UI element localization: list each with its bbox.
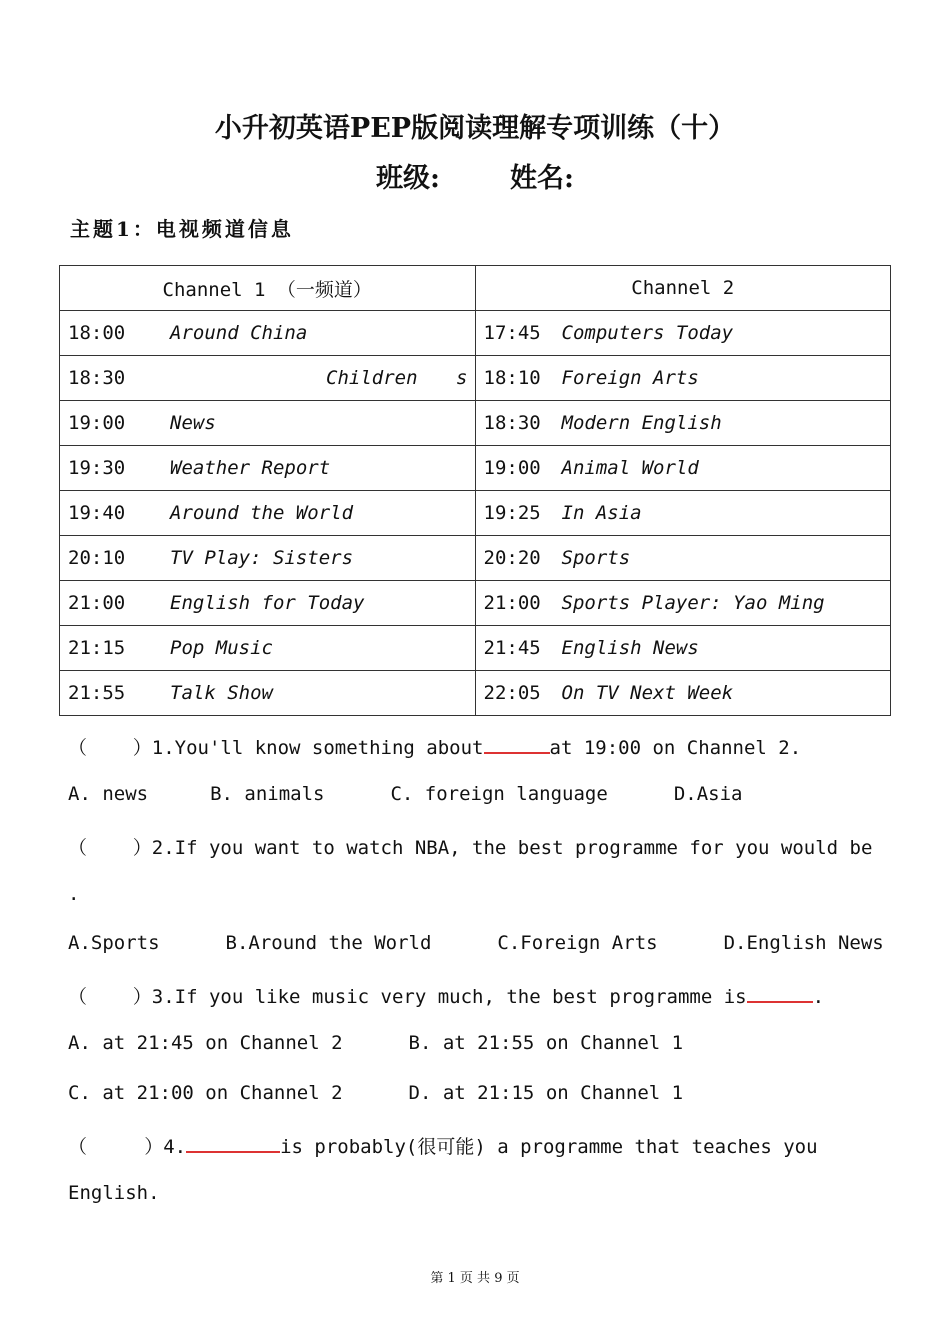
channel-2-programme: Computers Today: [561, 322, 734, 344]
channel-2-programme: On TV Next Week: [561, 682, 734, 704]
class-label: 班级:: [376, 163, 440, 194]
topic-heading: 主题1：电视频道信息: [70, 217, 294, 241]
channel-1-header: Channel 1 （一频道）: [60, 266, 476, 311]
question-3: [68, 982, 824, 1009]
channel-1-time: 21:00: [68, 592, 126, 614]
channel-1-programme: Children: [326, 367, 418, 389]
channel-2-programme: Animal World: [561, 457, 699, 479]
table-row: [60, 491, 891, 536]
option-d: D.English News: [723, 932, 884, 954]
channel-2-programme: Sports Player: Yao Ming: [561, 592, 825, 614]
channel-2-header: Channel 2: [475, 266, 891, 311]
question-1-prefix: （ ）1.You'll know something about: [68, 737, 484, 759]
channel-1-time: 19:00: [68, 412, 126, 434]
channel-1-time: 20:10: [68, 547, 126, 569]
channel-1-time: 19:40: [68, 502, 126, 524]
question-3-prefix: （ ）3.If you like music very much, the best programme is: [68, 986, 747, 1008]
question-1-suffix: at 19:00 on Channel 2.: [549, 737, 802, 759]
option-a: A.Sports: [68, 932, 160, 954]
channel-2-programme: English News: [561, 637, 699, 659]
channel-1-time: 19:30: [68, 457, 126, 479]
channel-2-programme: Modern English: [561, 412, 722, 434]
channel-1-time: 21:55: [68, 682, 126, 704]
option-b: B.Around the World: [225, 932, 432, 954]
option-c: C.Foreign Arts: [497, 932, 658, 954]
option-a: A. at 21:45 on Channel 2: [68, 1032, 343, 1054]
channel-1-programme: TV Play: Sisters: [170, 547, 354, 569]
question-2-end: .: [68, 883, 80, 905]
channel-1-programme: News: [170, 412, 216, 434]
table-row: [60, 626, 891, 671]
channel-2-time: 18:10: [483, 367, 541, 389]
option-a: A. news: [68, 783, 149, 805]
channel-2-time: 21:45: [483, 637, 541, 659]
question-3-options-row-1: [68, 1032, 683, 1054]
option-c: C. at 21:00 on Channel 2: [68, 1082, 343, 1104]
question-3-suffix: .: [812, 986, 825, 1008]
student-info-line: [0, 156, 950, 195]
option-c: C. foreign language: [390, 783, 608, 805]
question-4: [68, 1132, 818, 1159]
table-row: [60, 536, 891, 581]
channel-2-time: 22:05: [483, 682, 541, 704]
channel-2-programme: Foreign Arts: [561, 367, 699, 389]
question-2: （ ）2.If you want to watch NBA, the best programme for you would be: [68, 837, 873, 859]
table-row: [60, 581, 891, 626]
channel-1-programme: Around the World: [170, 502, 354, 524]
channel-1-time: 18:30: [68, 367, 126, 389]
channel-2-time: 18:30: [483, 412, 541, 434]
table-row: [60, 356, 891, 401]
question-2-options: [68, 932, 884, 954]
channel-1-programme-tail: s: [456, 367, 468, 389]
tv-schedule-table: [59, 265, 891, 716]
channel-2-programme: In Asia: [561, 502, 642, 524]
table-row: [60, 311, 891, 356]
channel-2-time: 19:25: [483, 502, 541, 524]
question-1-options: [68, 783, 742, 805]
channel-2-programme: Sports: [561, 547, 631, 569]
table-row: [60, 446, 891, 491]
question-4-end: English.: [68, 1182, 160, 1204]
channel-1-programme: Around China: [170, 322, 308, 344]
channel-1-programme: Weather Report: [170, 457, 331, 479]
channel-2-time: 21:00: [483, 592, 541, 614]
page-footer: 第 1 页 共 9 页: [430, 1271, 520, 1286]
table-row: [60, 401, 891, 446]
answer-blank[interactable]: [747, 983, 813, 1003]
answer-blank[interactable]: [186, 1133, 280, 1153]
option-d: D. at 21:15 on Channel 1: [408, 1082, 684, 1104]
question-1: [68, 733, 801, 760]
question-4-prefix: （ ）4.: [68, 1136, 187, 1158]
channel-1-programme: Pop Music: [170, 637, 273, 659]
question-3-options-row-2: [68, 1082, 683, 1104]
option-d: D.Asia: [673, 783, 743, 805]
channel-2-time: 20:20: [483, 547, 541, 569]
option-b: B. at 21:55 on Channel 1: [408, 1032, 684, 1054]
table-header-row: [60, 266, 891, 311]
name-label: 姓名:: [510, 163, 574, 194]
option-b: B. animals: [210, 783, 325, 805]
table-row: [60, 671, 891, 716]
channel-1-time: 18:00: [68, 322, 126, 344]
page-title: 小升初英语PEP版阅读理解专项训练（十）: [214, 113, 736, 144]
channel-1-time: 21:15: [68, 637, 126, 659]
channel-1-programme: Talk Show: [170, 682, 273, 704]
question-4-suffix: is probably(很可能) a programme that teaches you: [280, 1136, 818, 1158]
channel-2-time: 17:45: [483, 322, 541, 344]
channel-1-programme: English for Today: [170, 592, 365, 614]
answer-blank[interactable]: [484, 734, 550, 754]
channel-2-time: 19:00: [483, 457, 541, 479]
